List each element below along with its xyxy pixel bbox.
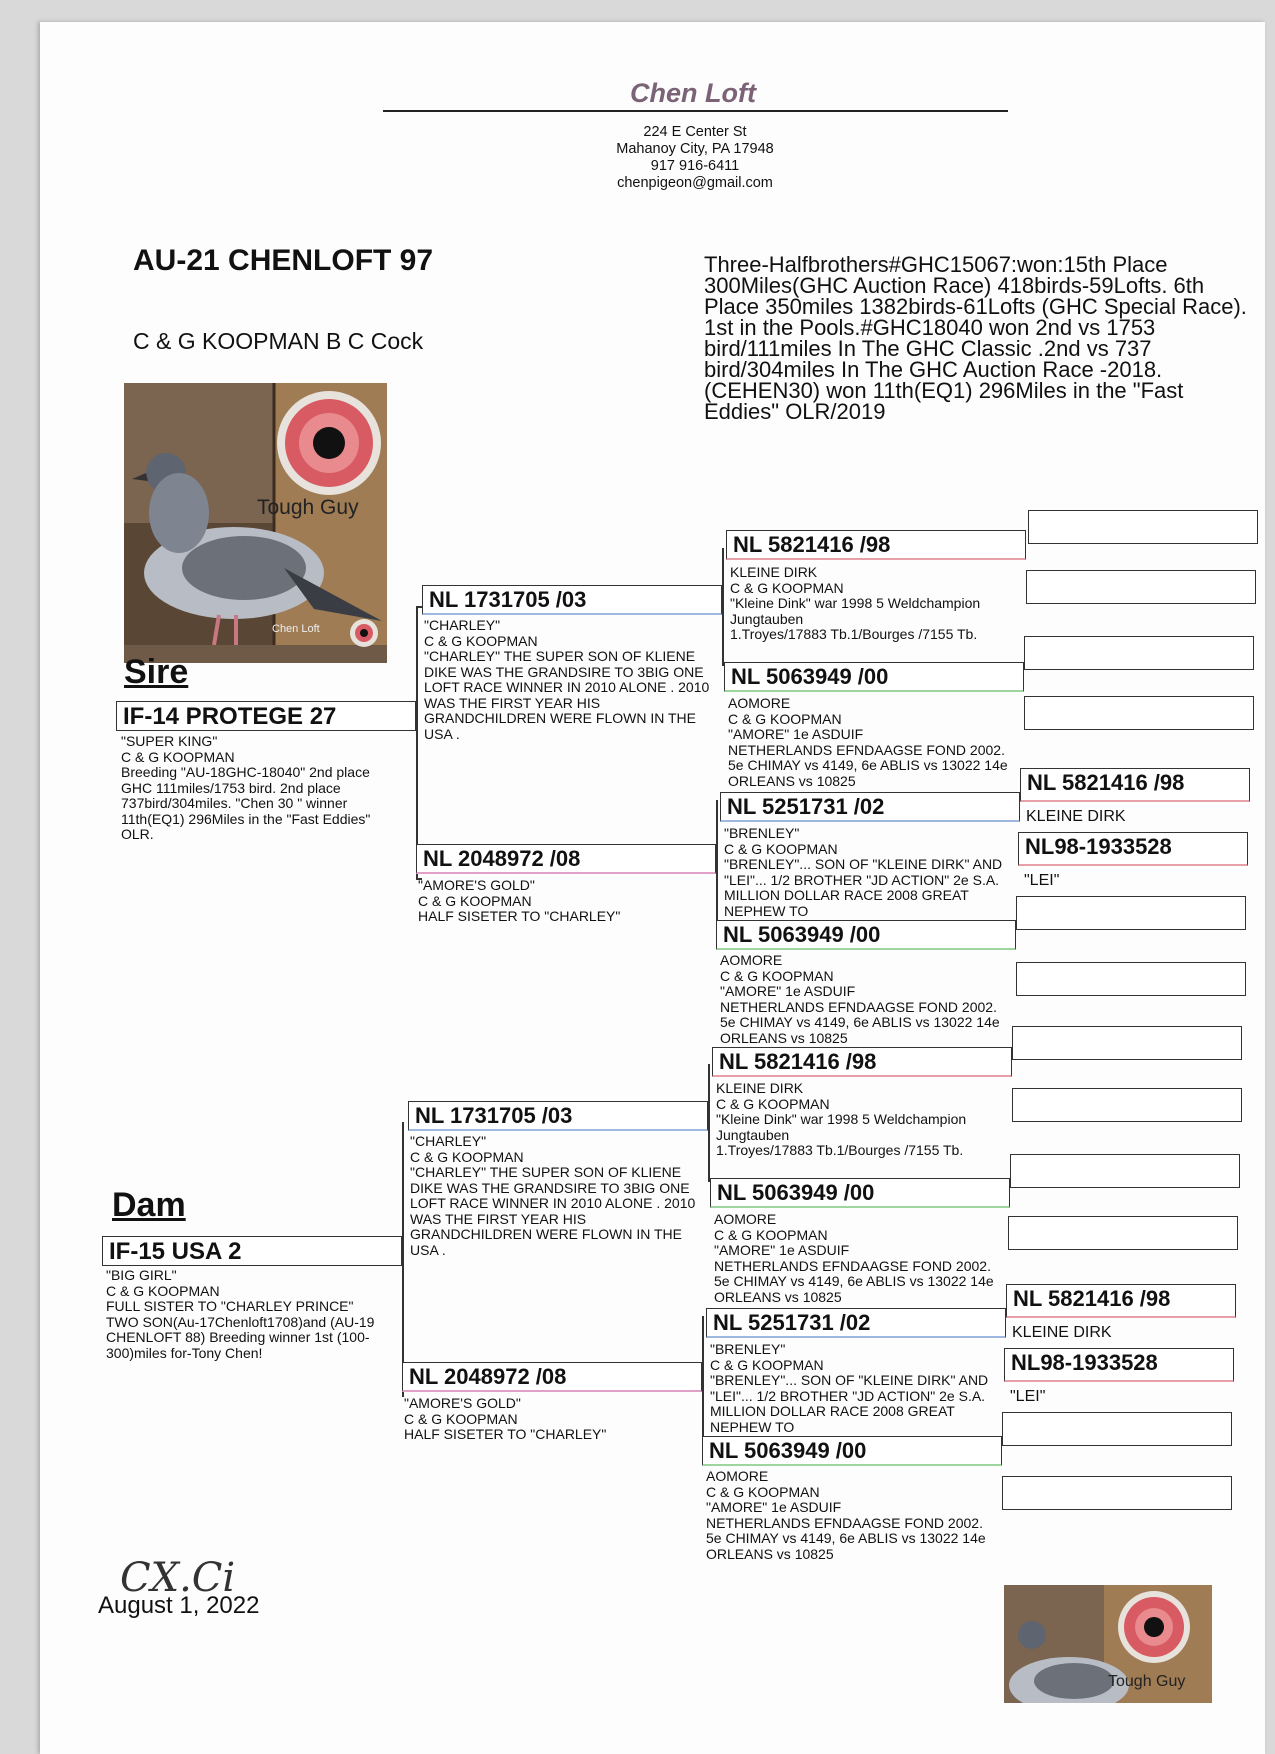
- sire-dam-ring-box: [416, 844, 716, 874]
- sire-sire-ring: NL 1731705 /03: [429, 587, 587, 612]
- gen4-empty-10: [1008, 1216, 1238, 1250]
- gen4-empty-3: [1024, 636, 1254, 670]
- ds-kleine-ring-box: [712, 1047, 1012, 1077]
- gen4-empty-11: [1002, 1412, 1232, 1446]
- ddb-lei-name: "LEI": [1010, 1388, 1046, 1405]
- gen4-empty-7: [1012, 1026, 1242, 1060]
- signature: CX.Ci: [120, 1555, 236, 1601]
- ss-amore-ring: NL 5063949 /00: [731, 664, 889, 689]
- sire-sire-ring-box: [422, 585, 722, 615]
- ddb-lei-ring: NL98-1933528: [1011, 1350, 1158, 1375]
- address-line2: Mahanoy City, PA 17948: [616, 141, 774, 157]
- dam-dam-ring-box: [402, 1362, 702, 1392]
- sdb-kleine-name: KLEINE DIRK: [1026, 808, 1126, 825]
- pigeon-photo: [124, 383, 387, 663]
- gen4-empty-5: [1016, 896, 1246, 930]
- charley-bracket: [722, 548, 724, 666]
- header-divider: [383, 110, 1008, 112]
- sd-brenley-ring: NL 5251731 /02: [727, 794, 885, 819]
- loft-address: [560, 124, 830, 192]
- sdb-lei-name: "LEI": [1024, 872, 1060, 889]
- dd-amore-text: AOMORE C & G KOOPMAN "AMORE" 1e ASDUIF NETHERLANDS EFNDAAGSE FOND 2002. 5e CHIMAY vs 4149, 6e ABLIS vs 13022 14e ORLEANS vs 10825: [706, 1469, 986, 1561]
- dam-charley-bracket: [708, 1064, 710, 1182]
- sdb-kleine-ring: NL 5821416 /98: [1027, 770, 1185, 795]
- email: chenpigeon@gmail.com: [617, 175, 773, 191]
- dd-amore-ring-box: [702, 1436, 1002, 1466]
- sd-brenley-text: "BRENLEY" C & G KOOPMAN "BRENLEY"... SON OF "KLEINE DIRK" AND "LEI"... 1/2 BROTHER "JD ACTION" 2e S.A. MILLION DOLLAR RACE 2008 GREAT NEPHEW TO: [724, 826, 1003, 919]
- ddb-lei-ring-box: [1004, 1348, 1234, 1382]
- dam-heading: Dam: [112, 1186, 186, 1224]
- sire-ring-box: [116, 701, 416, 731]
- ddb-kleine-name: KLEINE DIRK: [1012, 1324, 1112, 1341]
- sdb-kleine-ring-box: [1020, 768, 1250, 802]
- dam-text: "BIG GIRL" C & G KOOPMAN FULL SISTER TO "CHARLEY PRINCE" TWO SON(Au-17Chenloft1708)and (AU-19 CHENLOFT 88) Breeding winner 1st (100-300)miles for-Tony Chen!: [106, 1268, 375, 1361]
- dam-bracket: [402, 1122, 404, 1397]
- dam-sire-text: "CHARLEY" C & G KOOPMAN "CHARLEY" THE SUPER SON OF KLIENE DIKE WAS THE GRANDSIRE TO 3BIG ONE LOFT RACE WINNER IN 2010 ALONE . 2010 WAS THE FIRST YEAR HIS GRANDCHILDREN WERE FLOWN IN THE USA .: [410, 1134, 696, 1258]
- dam-ring-box: [102, 1236, 402, 1266]
- dam-dam-ring: NL 2048972 /08: [409, 1364, 567, 1389]
- dam-dam-text: "AMORE'S GOLD" C & G KOOPMAN HALF SISETER TO "CHARLEY": [404, 1396, 607, 1442]
- small-photo-caption: Tough Guy: [1108, 1673, 1186, 1690]
- ddb-kleine-ring: NL 5821416 /98: [1013, 1286, 1171, 1311]
- ss-kleine-ring: NL 5821416 /98: [733, 532, 891, 557]
- dd-brenley-text: "BRENLEY" C & G KOOPMAN "BRENLEY"... SON OF "KLEINE DIRK" AND "LEI"... 1/2 BROTHER "JD ACTION" 2e S.A. MILLION DOLLAR RACE 2008 GREAT NEPHEW TO: [710, 1342, 989, 1435]
- dd-brenley-ring: NL 5251731 /02: [713, 1310, 871, 1335]
- gen4-empty-1: [1028, 510, 1258, 544]
- gen4-empty-4: [1024, 696, 1254, 730]
- photo-watermark: Chen Loft: [272, 623, 320, 635]
- sd-amore-ring-box: [716, 920, 1016, 950]
- ss-kleine-text: KLEINE DIRK C & G KOOPMAN "Kleine Dink" war 1998 5 Weldchampion Jungtauben 1.Troyes/17883 Tb.1/Bourges /7155 Tb.: [730, 565, 981, 642]
- sire-ring: IF-14 PROTEGE 27: [123, 703, 337, 730]
- pigeon-photo-small: [1004, 1585, 1212, 1703]
- sire-heading: Sire: [124, 653, 189, 691]
- ds-amore-ring-box: [710, 1178, 1010, 1208]
- sire-dam-text: "AMORE'S GOLD" C & G KOOPMAN HALF SISETER TO "CHARLEY": [418, 878, 621, 924]
- photo-caption: Tough Guy: [257, 496, 359, 519]
- ds-kleine-ring: NL 5821416 /98: [719, 1049, 877, 1074]
- sire-text: "SUPER KING" C & G KOOPMAN Breeding "AU-18GHC-18040" 2nd place GHC 111miles/1753 bird. 2nd place 737bird/304miles. "Chen 30 " winner 11th(EQ1) 296Miles in the "Fast Eddies" OLR.: [121, 734, 371, 842]
- gen4-empty-9: [1010, 1154, 1240, 1188]
- bird-ring: AU-21 CHENLOFT 97: [133, 244, 434, 277]
- pigeon-photo-illustration: [124, 383, 387, 663]
- ds-amore-text: AOMORE C & G KOOPMAN "AMORE" 1e ASDUIF NETHERLANDS EFNDAAGSE FOND 2002. 5e CHIMAY vs 4149, 6e ABLIS vs 13022 14e ORLEANS vs 10825: [714, 1212, 994, 1304]
- sd-amore-text: AOMORE C & G KOOPMAN "AMORE" 1e ASDUIF NETHERLANDS EFNDAAGSE FOND 2002. 5e CHIMAY vs 4149, 6e ABLIS vs 13022 14e ORLEANS vs 10825: [720, 953, 1000, 1045]
- gen4-empty-6: [1016, 962, 1246, 996]
- sdb-lei-ring-box: [1018, 832, 1248, 866]
- sd-brenley-ring-box: [720, 792, 1020, 822]
- bird-notes: Three-Halfbrothers#GHC15067:won:15th Place 300Miles(GHC Auction Race) 418birds-59Lofts. 6th Place 350miles 1382birds-61Lofts (GHC Special Race). 1st in the Pools.#GHC18040 won 2nd vs 1753 bird/111miles In The GHC Classic .2nd vs 737 bird/304miles In The GHC Auction Race -2018.(CEHEN30) won 11th(EQ1) 296Miles in the "Fast Eddies" OLR/2019: [704, 254, 1247, 424]
- gen4-empty-2: [1026, 570, 1256, 604]
- sd-amore-ring: NL 5063949 /00: [723, 922, 881, 947]
- bird-description: C & G KOOPMAN B C Cock: [133, 328, 424, 354]
- gen4-empty-8: [1012, 1088, 1242, 1122]
- sire-sire-text: "CHARLEY" C & G KOOPMAN "CHARLEY" THE SUPER SON OF KLIENE DIKE WAS THE GRANDSIRE TO 3BIG ONE LOFT RACE WINNER IN 2010 ALONE . 2010 WAS THE FIRST YEAR HIS GRANDCHILDREN WERE FLOWN IN THE USA .: [424, 618, 710, 742]
- sire-bracket: [416, 606, 418, 880]
- ddb-kleine-ring-box: [1006, 1284, 1236, 1318]
- dam-sire-ring-box: [408, 1101, 708, 1131]
- sdb-lei-ring: NL98-1933528: [1025, 834, 1172, 859]
- phone: 917 916-6411: [650, 158, 740, 174]
- ss-kleine-ring-box: [726, 530, 1026, 560]
- address-line1: 224 E Center St: [643, 124, 747, 140]
- dd-amore-ring: NL 5063949 /00: [709, 1438, 867, 1463]
- ds-kleine-text: KLEINE DIRK C & G KOOPMAN "Kleine Dink" war 1998 5 Weldchampion Jungtauben 1.Troyes/17883 Tb.1/Bourges /7155 Tb.: [716, 1081, 967, 1158]
- dam-ring: IF-15 USA 2: [109, 1238, 242, 1265]
- dam-amoregold-bracket: [702, 1316, 704, 1456]
- dd-brenley-ring-box: [706, 1308, 1006, 1338]
- gen4-empty-12: [1002, 1476, 1232, 1510]
- dam-sire-ring: NL 1731705 /03: [415, 1103, 573, 1128]
- sire-dam-ring: NL 2048972 /08: [423, 846, 581, 871]
- ss-amore-text: AOMORE C & G KOOPMAN "AMORE" 1e ASDUIF NETHERLANDS EFNDAAGSE FOND 2002. 5e CHIMAY vs 4149, 6e ABLIS vs 13022 14e ORLEANS vs 10825: [728, 696, 1008, 788]
- date: August 1, 2022: [98, 1592, 260, 1619]
- loft-name: Chen Loft: [630, 78, 756, 108]
- ss-amore-ring-box: [724, 662, 1024, 692]
- amoregold-bracket: [716, 800, 718, 940]
- ds-amore-ring: NL 5063949 /00: [717, 1180, 875, 1205]
